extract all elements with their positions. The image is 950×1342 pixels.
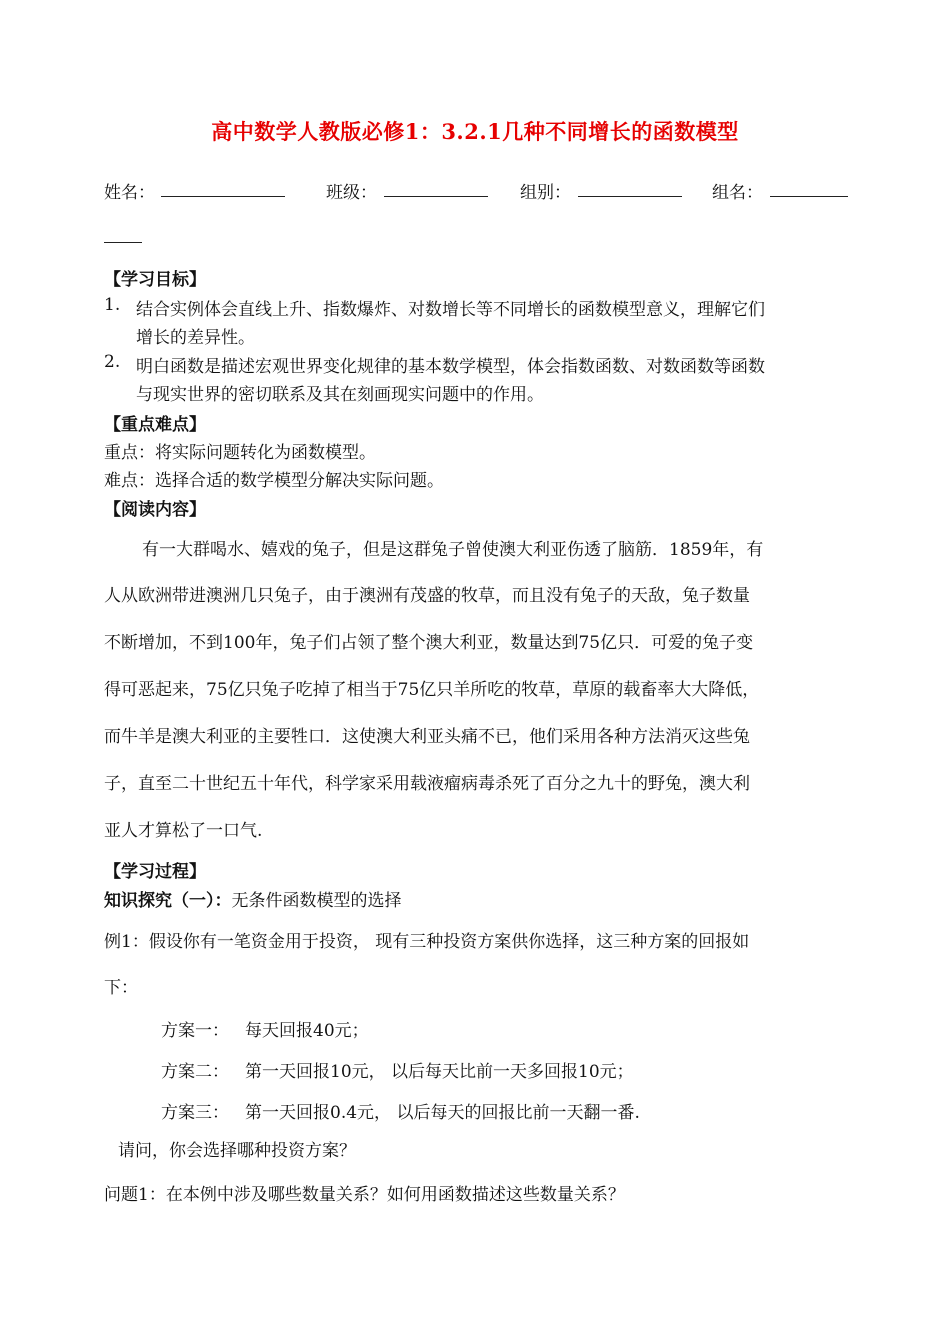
group-name-blank-continued xyxy=(104,242,142,243)
key-point: 重点：将实际问题转化为函数模型。 xyxy=(104,443,376,463)
reading-line-1: 有一大群喝水、嬉戏的兔子，但是这群兔子曾使澳大利亚伤透了脑筋．1859年，有 xyxy=(142,540,764,560)
name-label: 姓名： xyxy=(104,183,155,203)
goal-2-number: 2. xyxy=(104,352,121,372)
plan-2-text: 第一天回报10元， 以后每天比前一天多回报10元； xyxy=(245,1062,634,1082)
goal-2-line-2: 与现实世界的密切联系及其在刻画现实问题中的作用。 xyxy=(136,385,544,405)
process-heading: 【学习过程】 xyxy=(104,862,206,882)
goal-1-number: 1. xyxy=(104,295,121,315)
explore-label: 知识探究（一）： xyxy=(104,891,232,911)
plan-1-label: 方案一： xyxy=(161,1021,229,1041)
question-prompt: 请问，你会选择哪种投资方案？ xyxy=(118,1141,356,1161)
class-blank[interactable] xyxy=(384,196,488,197)
goal-2-line-1: 明白函数是描述宏观世界变化规律的基本数学模型，体会指数函数、对数函数等函数 xyxy=(136,357,765,377)
reading-line-7: 亚人才算松了一口气. xyxy=(104,821,263,841)
explore-heading xyxy=(104,886,402,911)
reading-line-5: 而牛羊是澳大利亚的主要牲口．这使澳大利亚头痛不已，他们采用各种方法消灭这些兔 xyxy=(104,727,750,747)
example-1-line-1: 例1：假设你有一笔资金用于投资， 现有三种投资方案供你选择，这三种方案的回报如 xyxy=(104,932,750,952)
plan-3-text: 第一天回报0.4元， 以后每天的回报比前一天翻一番. xyxy=(245,1103,640,1123)
plan-3 xyxy=(161,1098,640,1123)
question-1: 问题1：在本例中涉及哪些数量关系？如何用函数描述这些数量关系？ xyxy=(104,1185,625,1205)
reading-line-4: 得可恶起来，75亿只兔子吃掉了相当于75亿只羊所吃的牧草，草原的载畜率大大降低， xyxy=(104,680,760,700)
class-label: 班级： xyxy=(326,183,377,203)
document-title: 高中数学人教版必修1：3.2.1几种不同增长的函数模型 xyxy=(211,119,739,144)
group-name-blank[interactable] xyxy=(770,196,848,197)
explore-topic: 无条件函数模型的选择 xyxy=(231,891,402,911)
key-points-heading: 【重点难点】 xyxy=(104,415,206,435)
example-1-line-2: 下： xyxy=(104,978,138,998)
goal-1-line-2: 增长的差异性。 xyxy=(136,328,255,348)
plan-2-label: 方案二： xyxy=(161,1062,229,1082)
reading-line-2: 人从欧洲带进澳洲几只兔子，由于澳洲有茂盛的牧草，而且没有兔子的天敌，兔子数量 xyxy=(104,586,750,606)
group-blank[interactable] xyxy=(578,196,682,197)
plan-3-label: 方案三： xyxy=(161,1103,229,1123)
reading-line-3: 不断增加，不到100年，兔子们占领了整个澳大利亚，数量达到75亿只．可爱的兔子变 xyxy=(104,633,754,653)
group-name-label: 组名： xyxy=(712,183,763,203)
reading-line-6: 子，直至二十世纪五十年代，科学家采用载液瘤病毒杀死了百分之九十的野兔，澳大利 xyxy=(104,774,750,794)
reading-heading: 【阅读内容】 xyxy=(104,500,206,520)
plan-1 xyxy=(161,1016,369,1041)
goal-1-line-1: 结合实例体会直线上升、指数爆炸、对数增长等不同增长的函数模型意义，理解它们 xyxy=(136,300,765,320)
plan-1-text: 每天回报40元； xyxy=(245,1021,369,1041)
goals-heading: 【学习目标】 xyxy=(104,270,206,290)
group-label: 组别： xyxy=(520,183,571,203)
plan-2 xyxy=(161,1057,634,1082)
name-blank[interactable] xyxy=(161,196,285,197)
difficult-point: 难点：选择合适的数学模型分解决实际问题。 xyxy=(104,471,444,491)
